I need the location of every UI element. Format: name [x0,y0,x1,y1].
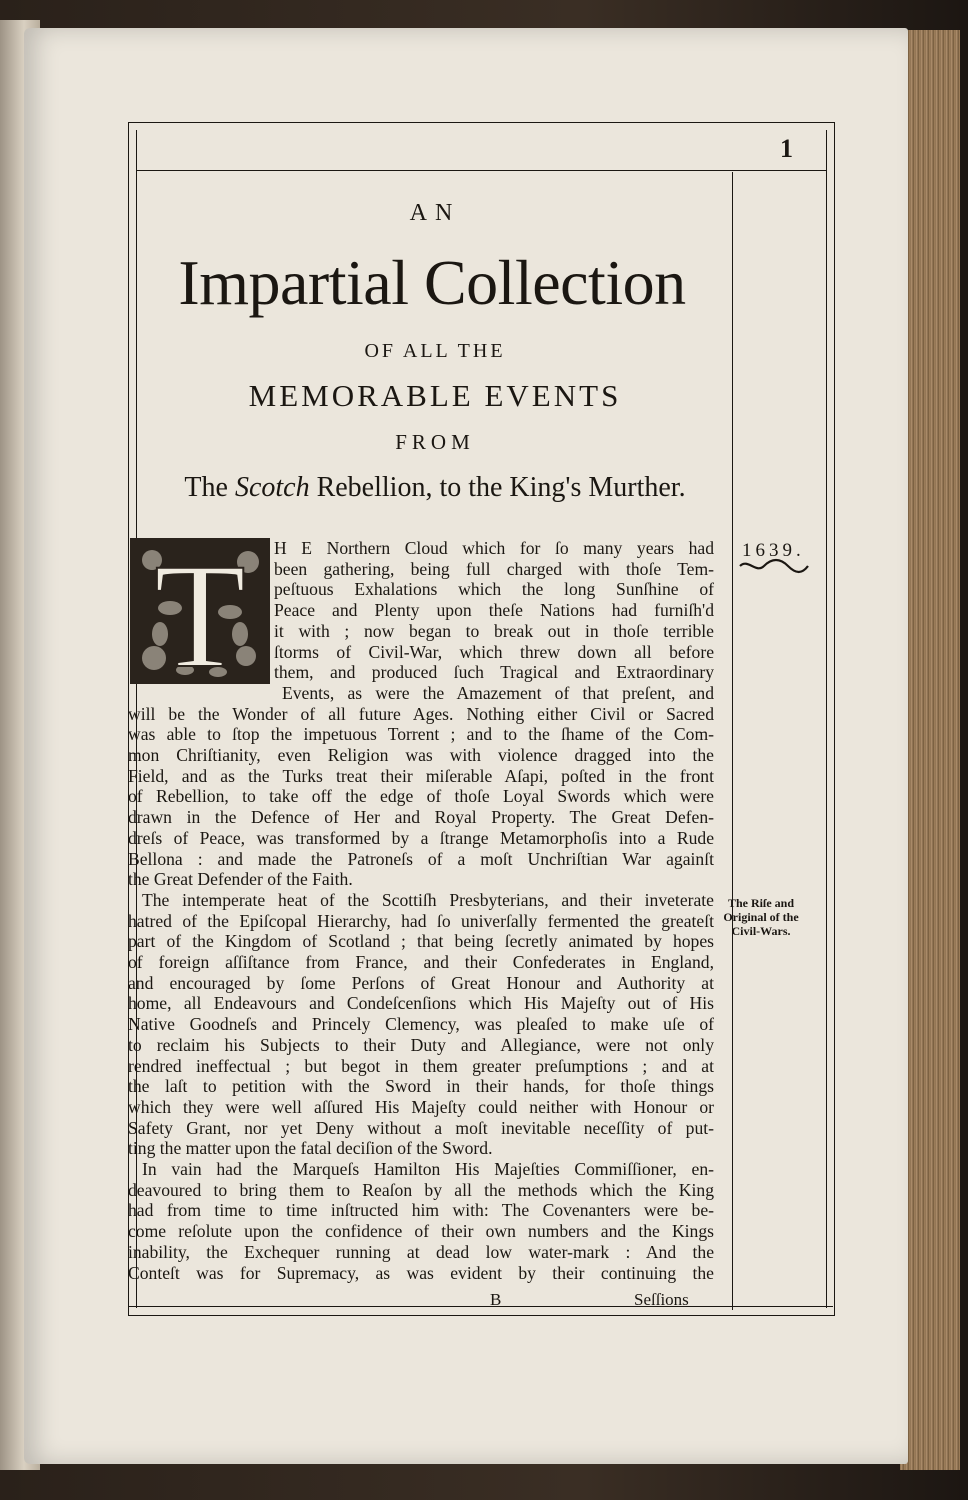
body-line: to reclaim his Subjects to their Duty and Allegiance, were not only [128,1034,714,1055]
body-line: rendred ineffectual ; but begot in them greater preſumptions ; and at [128,1055,714,1076]
body-line: come reſolute upon the confidence of their own numbers and the Kings [128,1221,714,1242]
body-line: the laſt to petition with the Sword in their hands, for thoſe things [128,1076,714,1097]
margin-note-line: Original of the [723,910,799,924]
body-line: of Rebellion, to take off the edge of thoſe Loyal Swords which were [128,786,714,807]
margin-note-line: The Riſe and [727,896,794,910]
catchword: Seſſions [634,1290,689,1309]
body-line: ting the matter upon the fatal deciſion of the Sword. [128,1138,493,1159]
body-line: ſtorms of Civil-War, which threw down all before [274,641,714,662]
title-an: AN [409,200,461,226]
body-line: home, all Endeavours and Condeſcenſions which His Majeſty out of His [128,993,714,1014]
body-line: had from time to time inſtructed him with: The Covenanters were be- [128,1200,714,1221]
body-line: it with ; now began to break out in thoſe terrible [274,620,714,641]
body-line: hatred of the Epiſcopal Hierarchy, had ſo univerſally fermented the greateſt [128,910,714,931]
page-edges [900,30,960,1470]
body-line: Peace and Plenty upon theſe Nations had furniſh'd [274,600,714,621]
body-line: Conteſt was for Supremacy, as was evident by their continuing the [128,1262,714,1283]
body-line: and encouraged by ſome Perſons of Great Honour and Authority at [128,972,714,993]
body-line: of foreign aſſiſtance from France, and their Confederates in England, [128,952,714,972]
body-line: Events, as were the Amazement of that preſent, and [282,682,714,703]
subtitle-post: Rebellion, to the King's Murther. [316,472,686,503]
squiggle-ornament-icon [738,558,810,574]
footer-rule [128,1306,833,1307]
margin-year: 1639. [742,540,805,561]
ornament-initial-icon [130,538,270,684]
body-line: H E Northern Cloud which for ſo many years had [274,538,714,558]
title-main: Impartial Collection [178,247,686,318]
body-line: them, and produced ſuch Tragical and Extraordinary [274,662,714,683]
header-rule [136,170,826,171]
drop-initial [130,538,270,684]
body-line: mon Chriſtianity, even Religion was with violence dragged into the [128,745,714,765]
body-line: Safety Grant, nor yet Deny without a moſt inevitable neceſſity of put- [128,1117,714,1138]
body-line: Bellona : and made the Patroneſs of a moſt Unchriſtian War againſt [128,848,714,869]
title-subtitle [140,472,730,504]
body-line: peſtuous Exhalations which the long Sunſhine of [274,579,714,600]
margin-note [718,896,804,938]
title-from: FROM [395,430,475,454]
body-line: dreſs of Peace, was transformed by a ſtrange Metamorphoſis into a Rude [128,827,714,848]
body-line: drawn in the Defence of Her and Royal Property. The Great Defen- [128,807,714,828]
page-number: 1 [780,134,793,163]
body-line: been gathering, being full charged with thoſe Tem- [274,558,714,579]
body-line: was able to ſtop the impetuous Torrent ; and to the ſhame of the Com- [128,724,714,745]
margin-note-line: Civil-Wars. [731,924,791,938]
body-line: Field, and as the Turks treat their miſerable Aſapi, poſted in the front [128,765,714,786]
body-line: Native Goodneſs and Princely Clemency, was pleaſed to make uſe of [128,1014,714,1035]
frame-inner-right-rule [826,130,827,1308]
subtitle-italic: Scotch [234,472,310,503]
body-line: inability, the Exchequer running at dead low water-mark : And the [128,1241,714,1262]
subtitle-pre: The [184,472,228,503]
initial-letter: T [154,538,246,684]
signature-mark: B [490,1290,502,1309]
body-line: the Great Defender of the Faith. [128,869,353,890]
body-line: part of the Kingdom of Scotland ; that being ſecretly animated by hopes [128,931,714,952]
margin-rule [732,172,733,1310]
body-line: which they were well aſſured His Majeſty could neither with Honour or [128,1096,714,1117]
body-line: will be the Wonder of all future Ages. Nothing either Civil or Sacred [128,703,714,724]
body-line: In vain had the Marqueſs Hamilton His Majeſties Commiſſioner, en- [142,1159,714,1179]
body-line: deavoured to bring them to Reaſon by all the methods which the King [128,1179,714,1200]
body-line: The intemperate heat of the Scottiſh Presbyterians, and their inveterate [142,889,714,910]
title-of-all-the: OF ALL THE [364,340,506,362]
title-memorable-events: MEMORABLE EVENTS [248,378,622,413]
